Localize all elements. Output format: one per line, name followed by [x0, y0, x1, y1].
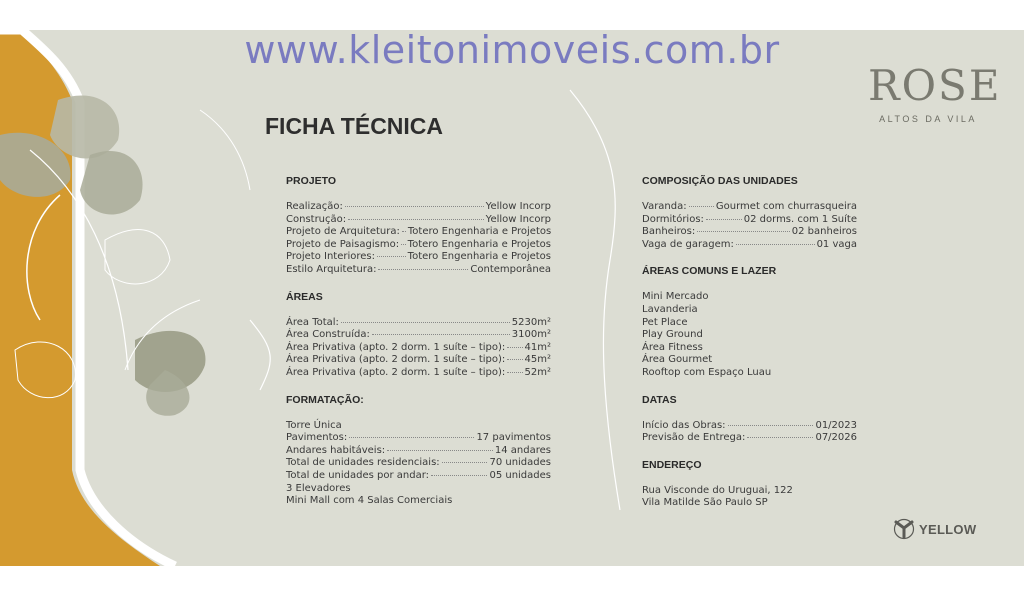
lazer-list [642, 291, 857, 379]
spec-row [642, 214, 857, 227]
yellow-incorp-logo [893, 518, 976, 540]
spec-row [642, 201, 857, 214]
spec-row [286, 342, 551, 355]
section-heading-formatacao: FORMATAÇÃO: [286, 393, 364, 406]
dot-leader [507, 359, 522, 360]
spec-value: Totero Engenharia e Projetos [407, 226, 552, 238]
list-item: Mini Mercado [642, 291, 709, 303]
section-heading-areas: ÁREAS [286, 290, 323, 303]
spec-label: Total de unidades residenciais: [286, 457, 440, 469]
spec-row [286, 251, 551, 264]
list-item: Rooftop com Espaço Luau [642, 366, 772, 378]
spec-row [286, 264, 551, 277]
spec-label: Área Privativa (apto. 2 dorm. 1 suíte – tipo): [286, 366, 506, 378]
left-column [286, 175, 551, 508]
spec-value: 41m² [524, 341, 551, 353]
spec-row [286, 239, 551, 252]
spec-value: 70 unidades [489, 457, 551, 469]
dot-leader [387, 450, 493, 451]
spec-label: Dormitórios: [642, 213, 704, 225]
endereco-list [642, 485, 857, 510]
spec-row [286, 445, 551, 458]
spec-value: Totero Engenharia e Projetos [407, 238, 551, 250]
spec-label: Área Construída: [286, 329, 370, 341]
section-heading-composicao: COMPOSIÇÃO DAS UNIDADES [642, 175, 798, 187]
spec-row [286, 214, 551, 227]
page-title: FICHA TÉCNICA [265, 113, 444, 139]
spec-label: Início das Obras: [642, 419, 726, 431]
spec-row [286, 329, 551, 342]
spec-value: Yellow Incorp [485, 213, 551, 225]
dot-leader [507, 372, 522, 373]
spec-row [286, 457, 551, 470]
spec-label: Realização: [286, 201, 343, 212]
spec-label: Previsão de Entrega: [642, 432, 746, 444]
spec-label: Construção: [286, 213, 347, 225]
areas-list [286, 317, 551, 380]
dot-leader [348, 219, 484, 220]
list-item: Rua Visconde do Uruguai, 122 [642, 484, 793, 496]
dot-leader [372, 334, 510, 335]
spec-label: Projeto de Paisagismo: [286, 238, 400, 250]
spec-row [286, 226, 551, 239]
dot-leader [747, 437, 813, 438]
dot-leader [345, 206, 484, 207]
spec-value: 05 unidades [489, 469, 551, 481]
formatacao-list [286, 420, 551, 508]
logo-mark: ROSE [868, 61, 1002, 110]
section-heading-lazer: ÁREAS COMUNS E LAZER [642, 265, 777, 278]
section-heading-datas: DATAS [642, 393, 677, 406]
right-column [642, 175, 857, 510]
dot-leader [402, 231, 406, 232]
spec-row [286, 317, 551, 330]
list-item: Torre Única [286, 419, 342, 431]
datas-list [642, 420, 857, 445]
dot-leader [697, 231, 790, 232]
list-item: Lavanderia [642, 303, 698, 315]
spec-label: Área Privativa (apto. 2 dorm. 1 suíte – tipo): [286, 341, 506, 353]
developer-name: YELLOW [919, 521, 977, 537]
spec-value: Contemporânea [470, 263, 551, 275]
spec-row [286, 367, 551, 380]
yellow-logo-icon [893, 518, 915, 540]
spec-label: Área Total: [286, 316, 339, 328]
composicao-list [642, 201, 857, 251]
spec-value: 02 banheiros [791, 226, 857, 238]
spec-value: 07/2026 [815, 432, 857, 444]
spec-label: Projeto Interiores: [286, 251, 376, 263]
dot-leader [431, 475, 487, 476]
dot-leader [689, 206, 714, 207]
spec-value: Yellow Incorp [485, 201, 551, 212]
spec-label: Projeto de Arquitetura: [286, 226, 400, 238]
projeto-list [286, 201, 551, 277]
spec-row [642, 239, 857, 252]
spec-row [286, 432, 551, 445]
watermark-url: www.kleitonimoveis.com.br [244, 28, 780, 72]
list-item: Mini Mall com 4 Salas Comerciais [286, 495, 453, 507]
spec-row [286, 201, 551, 214]
list-item: Vila Matilde São Paulo SP [642, 497, 768, 509]
spec-label: Total de unidades por andar: [286, 469, 430, 481]
list-item: Pet Place [642, 316, 688, 328]
section-heading-projeto: PROJETO [286, 175, 336, 187]
dot-leader [341, 322, 510, 323]
dot-leader [728, 425, 814, 426]
spec-value: 17 pavimentos [476, 432, 551, 444]
spec-value: 5230m² [511, 316, 551, 328]
spec-value: 14 andares [494, 444, 551, 456]
spec-value: 02 dorms. com 1 Suíte [743, 213, 857, 225]
dot-leader [401, 244, 406, 245]
spec-label: Área Privativa (apto. 2 dorm. 1 suíte – tipo): [286, 354, 506, 366]
spec-value: 01/2023 [815, 419, 857, 431]
dot-leader [349, 437, 474, 438]
list-item: 3 Elevadores [286, 482, 351, 494]
dot-leader [507, 347, 522, 348]
spec-label: Pavimentos: [286, 432, 348, 444]
spec-row [642, 226, 857, 239]
logo-tagline: ALTOS DA VILA [879, 114, 977, 124]
spec-row [642, 420, 857, 433]
spec-label: Banheiros: [642, 226, 696, 238]
spec-label: Andares habitáveis: [286, 444, 386, 456]
list-item: Área Fitness [642, 341, 703, 353]
spec-row [286, 354, 551, 367]
spec-label: Vaga de garagem: [642, 238, 734, 250]
spec-value: Totero Engenharia e Projetos [407, 251, 551, 263]
spec-row [642, 432, 857, 445]
spec-label: Estilo Arquitetura: [286, 263, 377, 275]
dot-leader [377, 256, 406, 257]
dot-leader [442, 462, 488, 463]
rose-logo [868, 61, 1002, 124]
spec-value: 3100m² [511, 329, 551, 341]
spec-value: 01 vaga [816, 238, 857, 250]
spec-label: Varanda: [642, 201, 687, 212]
spec-value: Gourmet com churrasqueira [715, 201, 857, 212]
list-item: Play Ground [642, 329, 703, 341]
spec-value: 45m² [524, 354, 551, 366]
dot-leader [736, 244, 815, 245]
dot-leader [378, 269, 468, 270]
spec-row [286, 470, 551, 483]
dot-leader [706, 219, 742, 220]
list-item: Área Gourmet [642, 354, 713, 366]
section-heading-endereco: ENDEREÇO [642, 458, 702, 471]
spec-value: 52m² [524, 366, 551, 378]
